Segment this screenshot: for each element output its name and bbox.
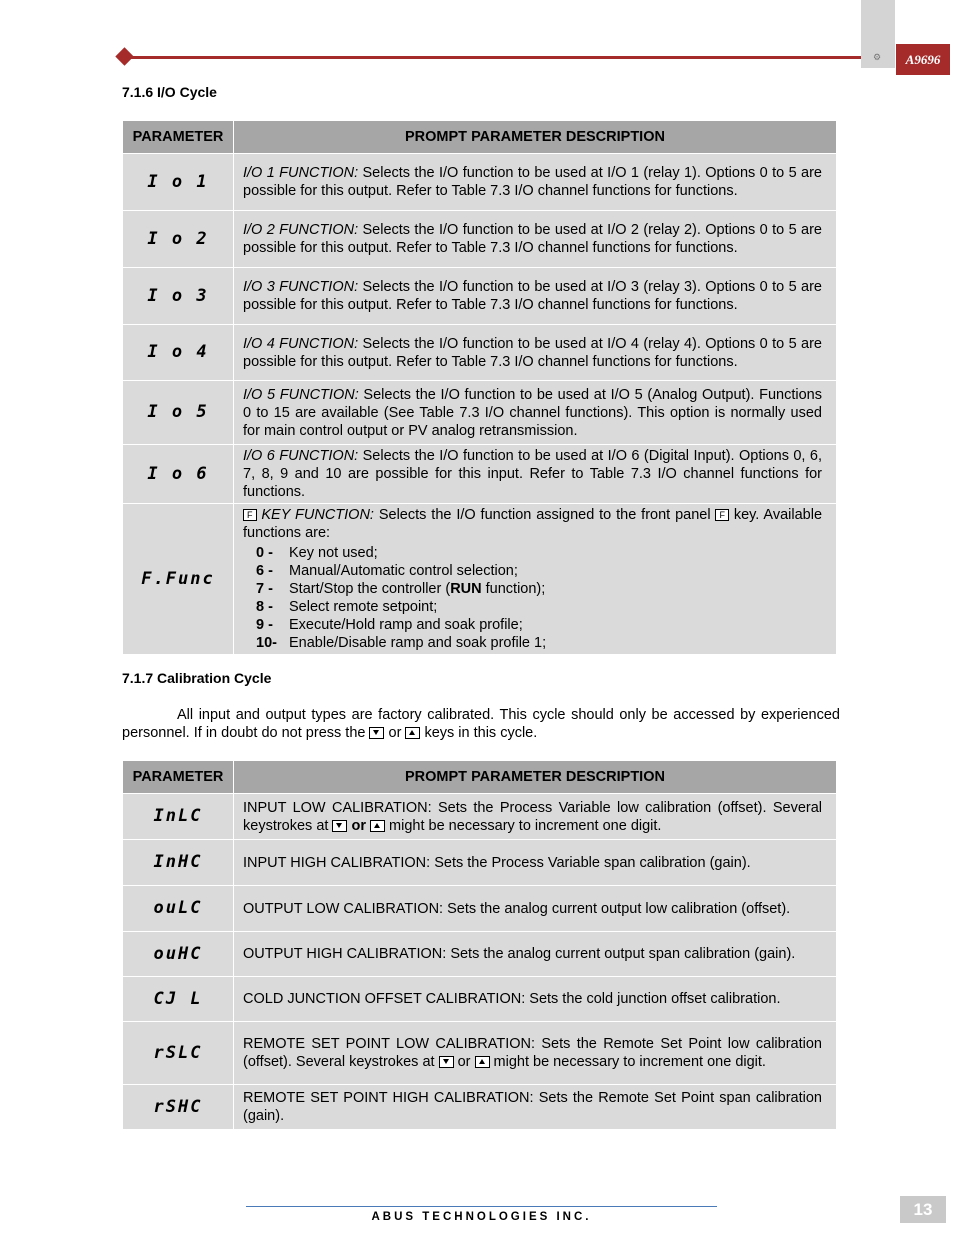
option-number: 6: [256, 563, 265, 579]
list-item: [256, 580, 822, 598]
table-row: [123, 794, 837, 840]
down-key-icon: [439, 1056, 454, 1068]
option-number: 0: [256, 545, 265, 561]
parameter-cell: [123, 504, 234, 655]
table-row: [123, 381, 837, 445]
description-text: REMOTE SET POINT LOW CALIBRATION: Sets the Remote Set Point low calibration (offset). Several keystrokes at: [243, 1036, 822, 1070]
option-text: Key not used;: [289, 545, 378, 561]
parameter-cell: [123, 794, 234, 840]
table-row: [123, 325, 837, 381]
parameter-cell: [123, 1022, 234, 1085]
description-title: I/O 5 FUNCTION:: [243, 386, 359, 403]
column-header-description: PROMPT PARAMETER DESCRIPTION: [234, 121, 837, 154]
option-text: Select remote setpoint;: [289, 599, 438, 615]
column-header-parameter: PARAMETER: [123, 761, 234, 794]
parameter-prompt: rSLC: [153, 1042, 203, 1063]
list-item: [256, 544, 822, 562]
header-diamond-icon: [115, 47, 133, 65]
parameter-cell: [123, 381, 234, 445]
up-key-icon: [475, 1056, 490, 1068]
options-list: [256, 544, 822, 652]
ffunc-intro: [243, 506, 822, 542]
option-number: 7: [256, 581, 265, 597]
description-cell: OUTPUT LOW CALIBRATION: Sets the analog current output low calibration (offset).: [234, 886, 837, 932]
parameter-cell: [123, 977, 234, 1022]
table-row: [123, 504, 837, 655]
section-title-calibration-cycle: 7.1.7 Calibration Cycle: [122, 670, 272, 686]
parameter-prompt: CJ L: [153, 988, 203, 1009]
parameter-prompt: I o 1: [147, 171, 209, 192]
calibration-cycle-table: [122, 760, 837, 1130]
intro-text: All input and output types are factory calibrated. This cycle should only be accessed by experienced personnel. If in doubt do not press the: [122, 707, 840, 741]
table-row: [123, 1085, 837, 1130]
option-text: Enable/Disable ramp and soak profile 1;: [289, 635, 547, 651]
option-separator: -: [264, 617, 273, 633]
up-key-icon: [370, 820, 385, 832]
description-text: Selects the I/O function to be used at I/O 2 (relay 2). Options 0 to 5 are possible for this output. Refer to Table 7.3 I/O channel functions for functions.: [243, 222, 822, 256]
gear-icon: ⚙: [873, 52, 882, 62]
option-separator: -: [264, 581, 273, 597]
description-or: or: [453, 1054, 475, 1070]
description-cell: [234, 794, 837, 840]
option-separator: -: [264, 545, 273, 561]
f-key-icon: F: [715, 509, 729, 521]
description-cell: OUTPUT HIGH CALIBRATION: Sets the analog current output span calibration (gain).: [234, 932, 837, 977]
description-cell: [234, 504, 837, 655]
description-title: I/O 1 FUNCTION:: [243, 165, 359, 181]
table-row: [123, 211, 837, 268]
option-text: [289, 580, 545, 598]
option-separator: -: [264, 599, 273, 615]
description-text: Selects the I/O function to be used at I/O 1 (relay 1). Options 0 to 5 are possible for this output. Refer to Table 7.3 I/O channel functions for functions.: [243, 165, 822, 199]
down-key-icon: [369, 727, 384, 739]
option-text-bold: RUN: [450, 581, 482, 597]
table-row: [123, 154, 837, 211]
parameter-prompt: I o 6: [147, 463, 209, 484]
list-item: [256, 634, 822, 652]
parameter-prompt: F.Func: [141, 568, 215, 589]
table-row: [123, 445, 837, 504]
parameter-cell: [123, 445, 234, 504]
description-cell: [234, 1022, 837, 1085]
f-key-icon: F: [243, 509, 257, 521]
parameter-prompt: rSHC: [153, 1096, 203, 1117]
parameter-cell: [123, 932, 234, 977]
description-title: KEY FUNCTION:: [261, 507, 374, 523]
parameter-prompt: InHC: [153, 852, 203, 872]
description-cell: [234, 211, 837, 268]
page-number: 13: [900, 1196, 946, 1223]
parameter-prompt: ouLC: [153, 898, 203, 918]
table-row: [123, 840, 837, 886]
option-number: 10: [256, 635, 273, 651]
description-cell: REMOTE SET POINT HIGH CALIBRATION: Sets the Remote Set Point span calibration (gain).: [234, 1085, 837, 1130]
description-cell: INPUT HIGH CALIBRATION: Sets the Process Variable span calibration (gain).: [234, 840, 837, 886]
description-title: I/O 4 FUNCTION:: [243, 335, 359, 352]
list-item: [256, 562, 822, 580]
document-code: A9696: [896, 44, 950, 75]
parameter-cell: [123, 268, 234, 325]
parameter-cell: [123, 840, 234, 886]
description-or: or: [347, 817, 371, 834]
description-text: Selects the I/O function to be used at I/O 6 (Digital Input). Options 0, 6, 7, 8, 9 and 10 are possible for this input. Refer to Table 7.3 I/O channel functions for functions.: [243, 448, 822, 500]
parameter-cell: [123, 211, 234, 268]
description-text: might be necessary to increment one digit.: [385, 817, 662, 834]
description-text: Selects the I/O function to be used at I/O 3 (relay 3). Options 0 to 5 are possible for this output. Refer to Table 7.3 I/O channel functions for functions.: [243, 279, 822, 313]
parameter-prompt: I o 3: [147, 285, 209, 306]
table-row: [123, 886, 837, 932]
option-separator: -: [272, 635, 277, 651]
description-cell: COLD JUNCTION OFFSET CALIBRATION: Sets the cold junction offset calibration.: [234, 977, 837, 1022]
list-item: [256, 616, 822, 634]
up-key-icon: [405, 727, 420, 739]
table-row: [123, 268, 837, 325]
parameter-prompt: I o 4: [147, 342, 209, 362]
section-title-io-cycle: 7.1.6 I/O Cycle: [122, 84, 217, 100]
column-header-description: PROMPT PARAMETER DESCRIPTION: [234, 761, 837, 794]
description-title: I/O 3 FUNCTION:: [243, 279, 359, 295]
footer-rule: [246, 1206, 717, 1207]
description-title: I/O 6 FUNCTION:: [243, 448, 359, 464]
description-text: Selects the I/O function to be used at I/O 5 (Analog Output). Functions 0 to 15 are available (See Table 7.3 I/O channel functions). This option is normally used for main control output or PV analog retransmission.: [243, 386, 822, 439]
description-cell: [234, 268, 837, 325]
description-text: might be necessary to increment one digit.: [489, 1054, 766, 1070]
table-row: [123, 977, 837, 1022]
option-text-post: function);: [481, 581, 546, 597]
table-row: [123, 1022, 837, 1085]
intro-text: keys in this cycle.: [420, 725, 538, 741]
option-number: 9: [256, 617, 265, 633]
description-text: key. Available functions are:: [243, 507, 823, 541]
io-cycle-table: [122, 120, 837, 655]
calibration-intro-paragraph: [122, 706, 840, 742]
description-title: I/O 2 FUNCTION:: [243, 222, 359, 238]
intro-text: or: [384, 725, 406, 741]
parameter-prompt: I o 5: [147, 402, 209, 422]
list-item: [256, 598, 822, 616]
description-cell: [234, 154, 837, 211]
option-text-pre: Start/Stop the controller (: [289, 581, 451, 597]
down-key-icon: [332, 820, 347, 832]
parameter-cell: [123, 154, 234, 211]
option-text: Execute/Hold ramp and soak profile;: [289, 617, 523, 633]
description-text: Selects the I/O function assigned to the front panel: [373, 507, 716, 523]
description-cell: [234, 381, 837, 445]
parameter-prompt: ouHC: [153, 943, 203, 964]
description-cell: [234, 325, 837, 381]
description-cell: [234, 445, 837, 504]
table-header-row: [123, 121, 837, 154]
description-text: Selects the I/O function to be used at I/O 4 (relay 4). Options 0 to 5 are possible for this output. Refer to Table 7.3 I/O channel functions for functions.: [243, 335, 822, 370]
table-header-row: [123, 761, 837, 794]
option-separator: -: [264, 563, 273, 579]
parameter-prompt: I o 2: [147, 228, 209, 249]
parameter-cell: [123, 325, 234, 381]
description-text: INPUT LOW CALIBRATION: Sets the Process Variable low calibration (offset). Several keystrokes at: [243, 799, 822, 834]
footer-company: ABUS TECHNOLOGIES INC.: [371, 1211, 592, 1223]
option-number: 8: [256, 599, 265, 615]
parameter-prompt: InLC: [153, 806, 203, 826]
parameter-cell: [123, 886, 234, 932]
table-row: [123, 932, 837, 977]
parameter-cell: [123, 1085, 234, 1130]
column-header-parameter: PARAMETER: [123, 121, 234, 154]
option-text: Manual/Automatic control selection;: [289, 563, 518, 579]
header-rule: [122, 56, 864, 59]
